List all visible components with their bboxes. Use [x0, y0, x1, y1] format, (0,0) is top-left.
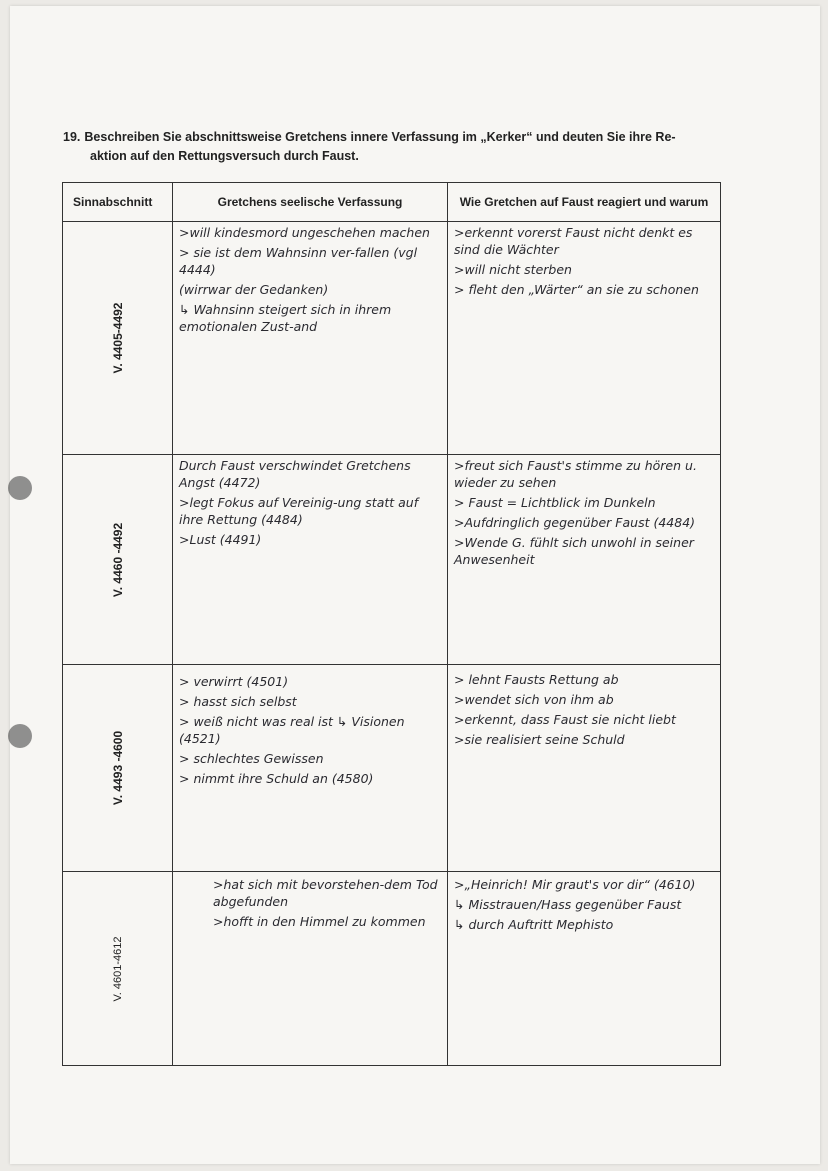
note-line: >hofft in den Himmel zu kommen	[213, 914, 426, 929]
note-line: ↳ durch Auftritt Mephisto	[454, 917, 614, 932]
note-line: >erkennt vorerst Faust nicht denkt es sind die Wächter	[454, 225, 693, 257]
handwritten-notes	[448, 455, 720, 568]
reaction-cell	[448, 872, 721, 1066]
state-cell	[173, 222, 448, 455]
note-line: >will kindesmord ungeschehen machen	[179, 225, 430, 240]
note-line: > fleht den „Wärter“ an sie zu schonen	[454, 282, 699, 297]
section-label: V. 4601-4612	[111, 935, 124, 1002]
note-line: > weiß nicht was real ist ↳ Visionen (4521)	[179, 714, 405, 746]
note-line: > schlechtes Gewissen	[179, 751, 324, 766]
section-cell	[63, 665, 173, 872]
state-cell	[173, 872, 448, 1066]
header-sinnabschnitt: Sinnabschnitt	[63, 183, 173, 222]
note-line: > verwirrt (4501)	[179, 674, 289, 689]
section-label: V. 4493 -4600	[110, 730, 125, 806]
note-line: > sie ist dem Wahnsinn ver-fallen (vgl 4444)	[179, 245, 418, 277]
note-line: >Aufdringlich gegenüber Faust (4484)	[454, 515, 696, 530]
note-line: Durch Faust verschwindet Gretchens Angst (4472)	[179, 458, 411, 490]
table-header-row	[63, 183, 721, 222]
handwritten-notes	[448, 665, 720, 748]
handwritten-notes	[173, 872, 447, 930]
handwritten-notes	[173, 455, 447, 548]
note-line: >freut sich Faust's stimme zu hören u. wieder zu sehen	[454, 458, 697, 490]
note-line: >erkennt, dass Faust sie nicht liebt	[454, 712, 676, 727]
table-row	[63, 222, 721, 455]
note-line: >will nicht sterben	[454, 262, 572, 277]
table-row	[63, 455, 721, 665]
note-line: > nimmt ihre Schuld an (4580)	[179, 771, 374, 786]
note-line: >hat sich mit bevorstehen-dem Tod abgefunden	[213, 877, 438, 909]
handwritten-notes	[448, 872, 720, 933]
reaction-cell	[448, 222, 721, 455]
header-seelische-verfassung: Gretchens seelische Verfassung	[173, 183, 448, 222]
task-line-1: Beschreiben Sie abschnittsweise Gretchens innere Verfassung im „Kerker“ und deuten Sie ihre Re-	[84, 130, 676, 144]
section-cell	[63, 872, 173, 1066]
note-line: > lehnt Fausts Rettung ab	[454, 672, 619, 687]
punch-hole-top	[8, 476, 32, 500]
note-line: ↳ Wahnsinn steigert sich in ihrem emotionalen Zust-and	[179, 302, 392, 334]
state-cell	[173, 665, 448, 872]
handwritten-notes	[173, 222, 447, 335]
section-cell	[63, 222, 173, 455]
note-line: (wirrwar der Gedanken)	[179, 282, 329, 297]
handwritten-notes	[448, 222, 720, 298]
state-cell	[173, 455, 448, 665]
note-line: > Faust = Lichtblick im Dunkeln	[454, 495, 656, 510]
reaction-cell	[448, 665, 721, 872]
note-line: >Lust (4491)	[179, 532, 262, 547]
section-cell	[63, 455, 173, 665]
note-line: >sie realisiert seine Schuld	[454, 732, 625, 747]
table-row	[63, 872, 721, 1066]
note-line: > hasst sich selbst	[179, 694, 297, 709]
task-line-2: aktion auf den Rettungsversuch durch Faust.	[90, 148, 359, 163]
analysis-table	[62, 182, 721, 1066]
handwritten-notes	[173, 665, 447, 787]
note-line: >wendet sich von ihm ab	[454, 692, 614, 707]
note-line: >Wende G. fühlt sich unwohl in seiner Anwesenheit	[454, 535, 694, 567]
header-reaktion: Wie Gretchen auf Faust reagiert und warum	[448, 183, 721, 222]
table-row	[63, 665, 721, 872]
section-label: V. 4460 -4492	[110, 522, 125, 597]
reaction-cell	[448, 455, 721, 665]
section-label: V. 4405-4492	[110, 302, 125, 374]
note-line: >legt Fokus auf Vereinig-ung statt auf ihre Rettung (4484)	[179, 495, 419, 527]
task-prompt	[63, 128, 733, 166]
punch-hole-bottom	[8, 724, 32, 748]
task-number: 19.	[63, 130, 81, 144]
note-line: >„Heinrich! Mir graut's vor dir“ (4610)	[454, 877, 696, 892]
note-line: ↳ Misstrauen/Hass gegenüber Faust	[454, 897, 682, 912]
